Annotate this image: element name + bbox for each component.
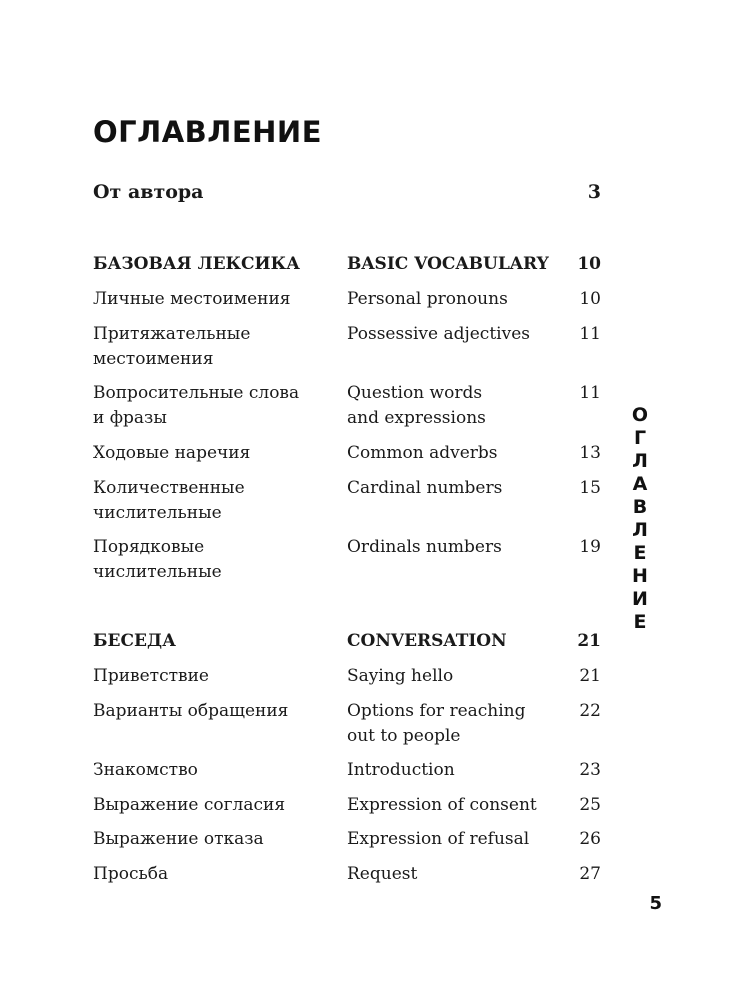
side-title-letter: Л [632, 450, 648, 472]
toc-entry-ru: Порядковые числительные [93, 537, 222, 582]
toc-page-number: 10 [577, 254, 601, 274]
section-heading-ru: БЕСЕДА [93, 631, 176, 651]
toc-page-number: 21 [577, 631, 601, 651]
toc-entry-en: Common adverbs [347, 443, 498, 463]
toc-page-number: 25 [579, 795, 601, 815]
toc-entry-en: Ordinals numbers [347, 537, 502, 557]
side-title-letter: Г [633, 427, 647, 449]
page-title: ОГЛАВЛЕНИЕ [93, 115, 323, 149]
toc-entry-en: Question words and expressions [347, 383, 486, 428]
section-heading-en: CONVERSATION [347, 631, 507, 651]
toc-entry-en: Personal pronouns [347, 289, 508, 309]
toc-entry-en: Cardinal numbers [347, 478, 503, 498]
toc-entry-en: Request [347, 864, 418, 884]
toc-page-number: 15 [579, 478, 601, 498]
toc-page-number: 21 [579, 666, 601, 686]
toc-page-number: 11 [579, 383, 601, 403]
section-heading-ru: БАЗОВАЯ ЛЕКСИКА [93, 254, 300, 274]
toc-entry-ru: Приветствие [93, 666, 209, 686]
toc-entry-label: От автора [93, 181, 204, 203]
side-title-letter: В [632, 496, 648, 518]
page-number: 5 [649, 893, 662, 914]
toc-entry-ru: Личные местоимения [93, 289, 291, 309]
toc-entry-ru: Просьба [93, 864, 169, 884]
toc-page-number: 11 [579, 324, 601, 344]
toc-entry-ru: Ходовые наречия [93, 443, 251, 463]
toc-page-number: 3 [587, 181, 601, 203]
side-title-letter: Е [633, 611, 647, 633]
toc-page-number: 27 [579, 864, 601, 884]
toc-page-number: 13 [579, 443, 601, 463]
toc-entry-ru: Варианты обращения [93, 701, 289, 721]
section-heading-en: BASIC VOCABULARY [347, 254, 549, 274]
toc-page-number: 26 [579, 829, 601, 849]
toc-entry-ru: Вопросительные слова и фразы [93, 383, 300, 428]
side-title-letter: Е [633, 542, 647, 564]
toc-page-number: 10 [579, 289, 601, 309]
toc-entry-ru: Притяжательные местоимения [93, 324, 251, 369]
toc-entry-en: Expression of refusal [347, 829, 530, 849]
side-title-letter: Н [632, 565, 648, 587]
toc-entry-en: Options for reaching out to people [347, 701, 526, 746]
toc-entry-en: Introduction [347, 760, 455, 780]
toc-page-number: 19 [579, 537, 601, 557]
toc-page-number: 23 [579, 760, 601, 780]
toc-entry-en: Possessive adjectives [347, 324, 530, 344]
toc-entry-en: Expression of consent [347, 795, 537, 815]
side-title-letter: И [632, 588, 648, 610]
side-title-letter: А [632, 473, 648, 495]
side-title-letter: Л [632, 519, 648, 541]
toc-page-number: 22 [579, 701, 601, 721]
toc-entry-ru: Знакомство [93, 760, 198, 780]
toc-entry-ru: Выражение согласия [93, 795, 286, 815]
side-title-letter: О [631, 404, 649, 426]
toc-entry-ru: Выражение отказа [93, 829, 264, 849]
toc-entry-en: Saying hello [347, 666, 454, 686]
toc-entry-ru: Количественные числительные [93, 478, 245, 523]
